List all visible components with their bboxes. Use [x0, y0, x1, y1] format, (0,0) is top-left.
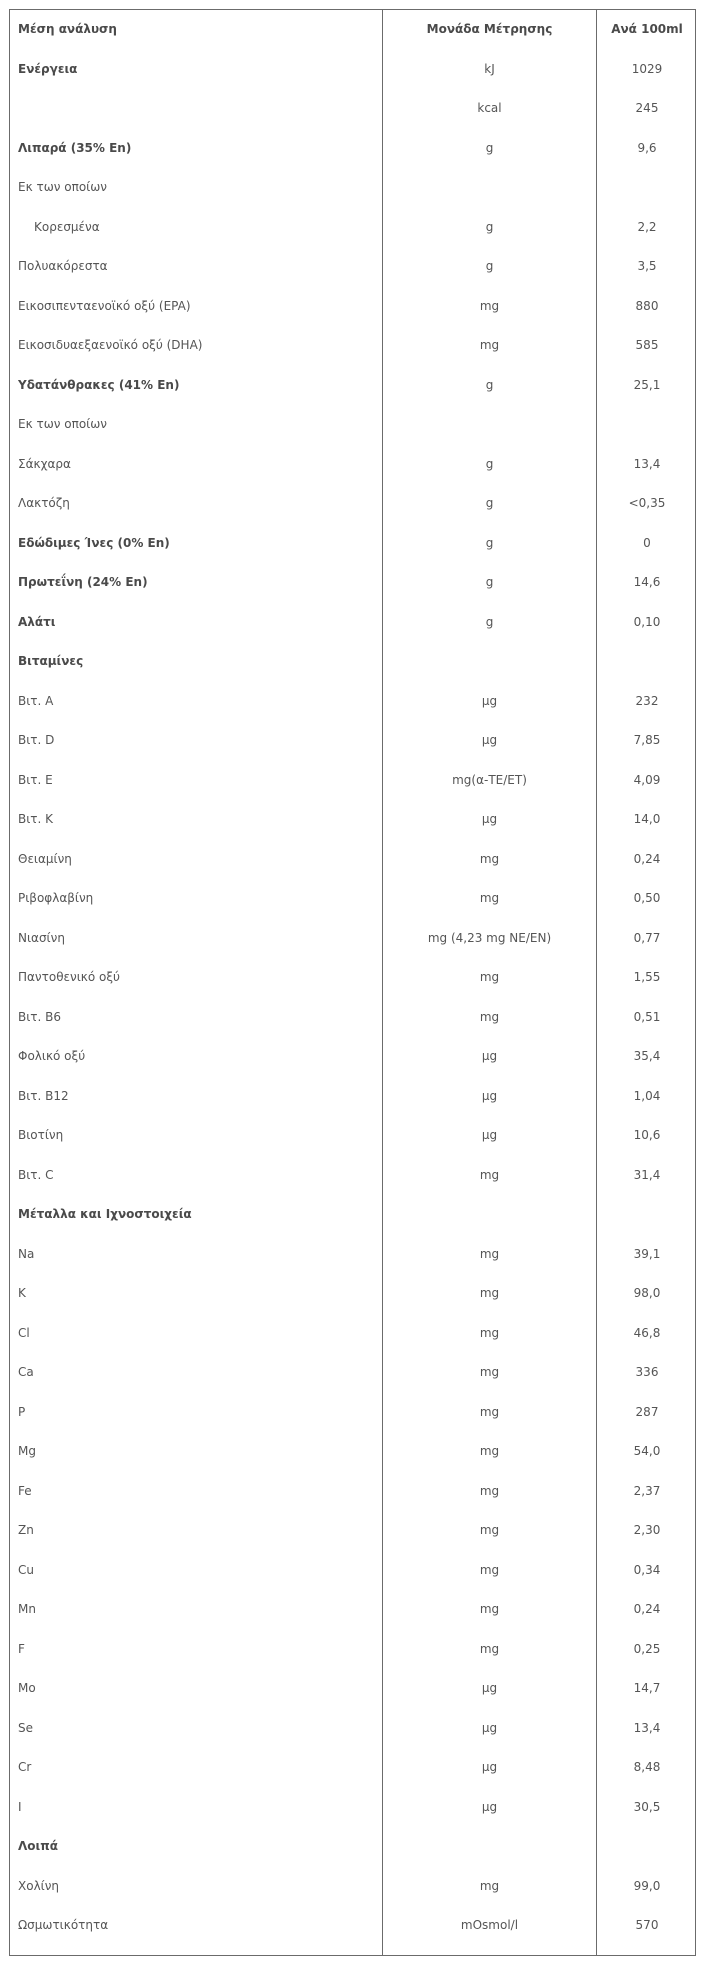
- nutrient-value: 13,4: [633, 1720, 661, 1735]
- nutrient-value: [597, 1195, 696, 1235]
- nutrient-value: 0: [643, 535, 651, 550]
- nutrient-value: 8,48: [633, 1760, 661, 1774]
- table-row: [10, 50, 696, 90]
- table-row: [10, 1037, 696, 1077]
- table-row: [10, 1314, 696, 1354]
- nutrient-value: 0,24: [633, 851, 661, 866]
- nutrient-unit: kJ: [484, 61, 495, 76]
- nutrient-unit: mg: [479, 1641, 500, 1656]
- nutrient-value: 1,55: [633, 970, 661, 984]
- table-row: [10, 958, 696, 998]
- table-row: [10, 247, 696, 287]
- table-row: [10, 1156, 696, 1196]
- nutrient-unit: mg: [479, 1444, 500, 1458]
- nutrient-name: Λιπαρά (35% En): [18, 140, 132, 155]
- table-row: [10, 326, 696, 366]
- nutrient-name: Εκ των οποίων: [18, 180, 107, 194]
- nutrient-value: [597, 1827, 696, 1867]
- nutrient-value: 0,24: [633, 1602, 661, 1616]
- table-row: [10, 919, 696, 959]
- nutrient-name: [18, 89, 378, 129]
- table-row: [10, 1827, 696, 1867]
- nutrient-value: 232: [635, 693, 659, 708]
- table-row: [10, 642, 696, 682]
- nutrient-name: Na: [18, 1246, 35, 1261]
- nutrient-value: 3,5: [637, 259, 657, 273]
- nutrient-name: Θειαμίνη: [18, 851, 72, 866]
- nutrient-unit: g: [485, 219, 494, 234]
- nutrient-unit: mg: [479, 1878, 500, 1893]
- nutrient-name: Πρωτεΐνη (24% En): [18, 575, 148, 589]
- nutrient-name: Se: [18, 1720, 33, 1735]
- nutrient-name: Φολικό οξύ: [18, 1049, 86, 1063]
- nutrient-unit: mOsmol/l: [460, 1918, 519, 1932]
- nutrient-value: 1029: [631, 61, 663, 76]
- table-row: [10, 1235, 696, 1275]
- nutrient-value: 99,0: [633, 1878, 661, 1893]
- table-row: [10, 366, 696, 406]
- nutrient-unit: g: [485, 377, 494, 392]
- table-row: [10, 1709, 696, 1749]
- nutrient-value: 0,51: [633, 1009, 661, 1024]
- nutrient-name: Cr: [18, 1760, 32, 1774]
- nutrient-unit: g: [485, 259, 494, 273]
- nutrient-unit: μg: [481, 693, 498, 708]
- nutrient-unit: mg: [479, 1404, 500, 1419]
- nutrient-value: 98,0: [633, 1286, 661, 1300]
- table-row: [10, 761, 696, 801]
- nutrient-unit: mg: [479, 338, 500, 352]
- nutrient-unit: mg: [479, 1523, 500, 1537]
- nutrient-unit: μg: [481, 1088, 498, 1103]
- nutrient-name: Βιτ. K: [18, 812, 54, 826]
- table-row: [10, 721, 696, 761]
- nutrient-unit: g: [485, 456, 494, 471]
- nutrient-unit: g: [485, 140, 494, 155]
- nutrient-unit: mg(α-TE/ET): [452, 772, 527, 787]
- nutrient-name: Παντοθενικό οξύ: [18, 970, 120, 984]
- table-row: [10, 998, 696, 1038]
- nutrient-unit: mg: [479, 1009, 500, 1024]
- nutrient-name: P: [18, 1404, 26, 1419]
- table-row: [10, 89, 696, 129]
- nutrient-unit: mg: [479, 970, 500, 984]
- nutrient-value: 0,77: [633, 930, 661, 945]
- nutrient-unit: mg (4,23 mg NE/EN): [427, 930, 552, 945]
- nutrient-name: Ωσμωτικότητα: [18, 1918, 109, 1932]
- nutrient-name: Εκ των οποίων: [18, 417, 107, 431]
- nutrient-name: Αλάτι: [18, 614, 56, 629]
- nutrient-value: 0,25: [633, 1641, 661, 1656]
- nutrient-unit: μg: [481, 812, 498, 826]
- nutrient-name: Βιτ. B6: [18, 1009, 62, 1024]
- nutrient-name: Εδώδιμες Ίνες (0% En): [18, 535, 170, 550]
- nutrient-name: Βιτ. D: [18, 733, 55, 747]
- nutrient-name: Κορεσμένα: [34, 219, 100, 234]
- nutrient-value: 336: [635, 1365, 659, 1379]
- nutrient-unit: g: [485, 575, 494, 589]
- nutrient-name: Zn: [18, 1523, 34, 1537]
- nutrient-name: Σάκχαρα: [18, 456, 71, 471]
- nutrient-unit: mg: [479, 891, 500, 905]
- nutrient-value: 9,6: [637, 140, 657, 155]
- header-value: Ανά 100ml: [611, 22, 683, 36]
- table-row: [10, 1867, 696, 1907]
- nutrient-name: Χολίνη: [18, 1878, 60, 1893]
- nutrient-unit: g: [485, 496, 494, 510]
- nutrient-name: Βιτ. A: [18, 693, 54, 708]
- header-unit: Μονάδα Μέτρησης: [426, 22, 553, 36]
- nutrient-value: 0,10: [633, 614, 661, 629]
- nutrient-name: Cu: [18, 1562, 34, 1577]
- nutrient-value: 2,30: [633, 1523, 661, 1537]
- nutrient-value: 0,34: [633, 1562, 661, 1577]
- nutrient-name: Μέταλλα και Ιχνοστοιχεία: [18, 1207, 192, 1221]
- nutrient-unit: [383, 405, 596, 445]
- table-row: [10, 1630, 696, 1670]
- nutrient-unit: g: [485, 535, 494, 550]
- table-row: [10, 1432, 696, 1472]
- nutrient-value: 7,85: [633, 733, 661, 747]
- nutrient-unit: [383, 168, 596, 208]
- nutrient-unit: mg: [479, 1562, 500, 1577]
- nutrient-value: 2,2: [637, 219, 657, 234]
- nutrient-name: Ριβοφλαβίνη: [18, 891, 94, 905]
- nutrient-value: 31,4: [633, 1167, 661, 1182]
- nutrient-value: 25,1: [633, 377, 661, 392]
- header-name: Μέση ανάλυση: [18, 22, 117, 36]
- nutrient-name: Λοιπά: [18, 1839, 58, 1853]
- nutrient-value: 4,09: [633, 772, 661, 787]
- nutrient-value: 2,37: [633, 1483, 661, 1498]
- nutrient-unit: [383, 1827, 596, 1867]
- nutrient-name: Λακτόζη: [18, 496, 70, 510]
- nutrient-unit: mg: [479, 1365, 500, 1379]
- table-row: [10, 1393, 696, 1433]
- nutrient-name: Mn: [18, 1602, 36, 1616]
- nutrient-value: [597, 642, 696, 682]
- nutrient-value: 585: [635, 338, 659, 352]
- table-row: [10, 1077, 696, 1117]
- nutrient-name: Βιτ. C: [18, 1167, 54, 1182]
- nutrient-name: K: [18, 1286, 26, 1300]
- nutrient-name: Ca: [18, 1365, 34, 1379]
- nutrient-value: 245: [635, 101, 659, 115]
- nutrient-value: 46,8: [633, 1325, 661, 1340]
- nutrient-value: 1,04: [633, 1088, 661, 1103]
- table-row: [10, 405, 696, 445]
- table-row: [10, 208, 696, 248]
- table-row: [10, 879, 696, 919]
- nutrient-name: Βιταμίνες: [18, 654, 84, 668]
- nutrient-name: F: [18, 1641, 25, 1656]
- nutrient-name: Εικοσιπενταενοϊκό οξύ (EPA): [18, 298, 191, 313]
- nutrient-name: Βιοτίνη: [18, 1128, 64, 1142]
- table-row: [10, 1511, 696, 1551]
- nutrient-value: 0,50: [633, 891, 661, 905]
- nutrient-unit: kcal: [477, 101, 502, 115]
- table-row: [10, 1116, 696, 1156]
- nutrient-unit: mg: [479, 851, 500, 866]
- nutrient-unit: mg: [479, 1325, 500, 1340]
- table-row: [10, 603, 696, 643]
- table-row: [10, 1551, 696, 1591]
- nutrient-unit: [383, 1195, 596, 1235]
- nutrient-value: 10,6: [633, 1128, 661, 1142]
- nutrient-value: 14,7: [633, 1681, 661, 1695]
- table-row: [10, 1274, 696, 1314]
- table-row: [10, 1906, 696, 1946]
- nutrient-name: Cl: [18, 1325, 30, 1340]
- table-row: [10, 1748, 696, 1788]
- nutrient-name: Fe: [18, 1483, 32, 1498]
- nutrient-name: I: [18, 1799, 22, 1814]
- table-row: [10, 682, 696, 722]
- table-row: [10, 1195, 696, 1235]
- table-row: [10, 524, 696, 564]
- table-row: [10, 484, 696, 524]
- nutrient-name: Ενέργεια: [18, 61, 78, 76]
- nutrient-name: Πολυακόρεστα: [18, 259, 108, 273]
- table-row: [10, 1669, 696, 1709]
- nutrient-unit: mg: [479, 1246, 500, 1261]
- nutrient-value: [597, 405, 696, 445]
- nutrient-unit: μg: [481, 1128, 498, 1142]
- nutrient-name: Mg: [18, 1444, 36, 1458]
- table-row: [10, 563, 696, 603]
- nutrient-unit: μg: [481, 1760, 498, 1774]
- nutrient-unit: mg: [479, 298, 500, 313]
- table-row: [10, 129, 696, 169]
- nutrient-value: 35,4: [633, 1049, 661, 1063]
- nutrient-name: Βιτ. E: [18, 772, 53, 787]
- nutrient-name: Νιασίνη: [18, 930, 65, 945]
- nutrient-unit: μg: [481, 1049, 498, 1063]
- nutrient-unit: [383, 642, 596, 682]
- nutrient-value: 14,0: [633, 812, 661, 826]
- table-row: [10, 800, 696, 840]
- nutrient-unit: μg: [481, 1681, 498, 1695]
- table-row: [10, 1353, 696, 1393]
- nutrient-value: 39,1: [633, 1246, 661, 1261]
- nutrient-unit: mg: [479, 1167, 500, 1182]
- nutrient-unit: g: [485, 614, 494, 629]
- table-row: [10, 445, 696, 485]
- nutrient-unit: mg: [479, 1483, 500, 1498]
- nutrient-value: 570: [635, 1918, 659, 1932]
- table-row: [10, 168, 696, 208]
- nutrient-name: Υδατάνθρακες (41% En): [18, 377, 180, 392]
- nutrition-table: [9, 9, 696, 1956]
- table-row: [10, 1472, 696, 1512]
- nutrient-value: <0,35: [628, 496, 666, 510]
- nutrient-unit: mg: [479, 1602, 500, 1616]
- nutrient-value: 880: [635, 298, 659, 313]
- nutrient-name: Εικοσιδυαεξαενοϊκό οξύ (DHA): [18, 338, 203, 352]
- table-row: [10, 840, 696, 880]
- nutrient-value: 14,6: [633, 575, 661, 589]
- nutrient-unit: mg: [479, 1286, 500, 1300]
- nutrient-unit: μg: [481, 733, 498, 747]
- nutrient-value: 30,5: [633, 1799, 661, 1814]
- table-row: [10, 1788, 696, 1828]
- nutrient-name: Mo: [18, 1681, 36, 1695]
- nutrient-value: 54,0: [633, 1444, 661, 1458]
- nutrient-unit: μg: [481, 1799, 498, 1814]
- nutrient-value: [597, 168, 696, 208]
- nutrient-value: 287: [635, 1404, 659, 1419]
- nutrient-unit: μg: [481, 1720, 498, 1735]
- nutrient-value: 13,4: [633, 456, 661, 471]
- nutrient-name: Βιτ. B12: [18, 1088, 69, 1103]
- table-header-row: [10, 10, 696, 50]
- table-row: [10, 1590, 696, 1630]
- table-row: [10, 287, 696, 327]
